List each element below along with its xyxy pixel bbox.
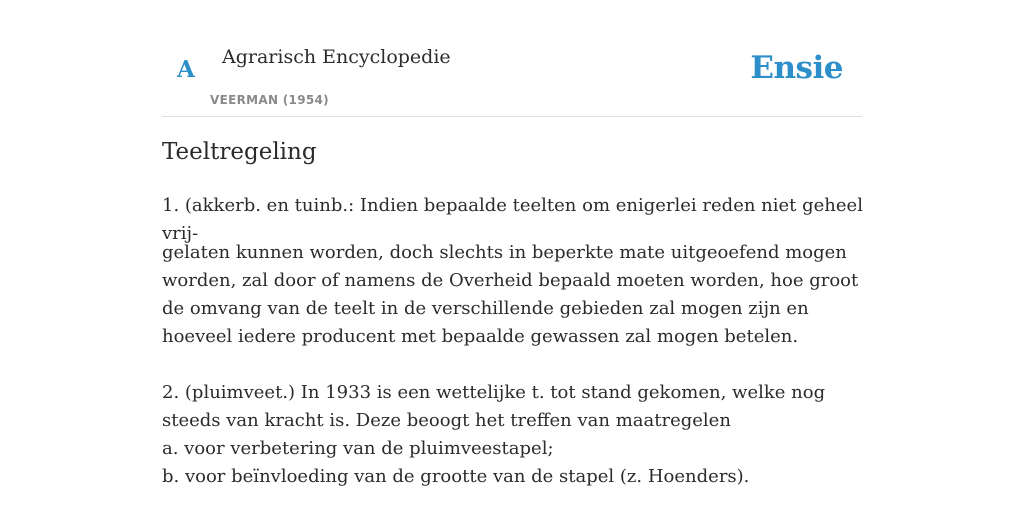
- section-2-intro: 2. (pluimveet.) In 1933 is een wettelijke t. tot stand gekomen, welke nog steeds van kracht is. Deze beoogt het treffen van maatregelen: [162, 382, 826, 431]
- entry-title: Teeltregeling: [162, 139, 317, 165]
- entry-paragraph-2: gelaten kunnen worden, doch slechts in beperkte mate uitgeoefend mogen worden, zal door of namens de Overheid bepaald moeten worden, hoe groot de omvang van de teelt in de verschillende gebieden zal mogen zijn en hoeveel iedere producent met bepaalde gewassen zal mogen betelen.: [162, 242, 859, 347]
- entry-paragraph-1: 1. (akkerb. en tuinb.: Indien bepaalde teelten om enigerlei reden niet geheel vrij-: [162, 195, 863, 244]
- page: [162, 0, 863, 487]
- entry-section-2: [162, 379, 867, 491]
- header: [162, 0, 862, 117]
- section-2-item-b: b. voor beïnvloeding van de grootte van de stapel (z. Hoenders).: [162, 466, 750, 487]
- encyclopedia-title[interactable]: Agrarisch Encyclopedie: [222, 46, 451, 68]
- ensie-logo[interactable]: Ensie: [750, 50, 843, 86]
- section-2-item-a: a. voor verbetering van de pluimveestapel;: [162, 438, 554, 459]
- author-label: VEERMAN (1954): [210, 93, 329, 107]
- letter-index-link[interactable]: A: [177, 56, 195, 83]
